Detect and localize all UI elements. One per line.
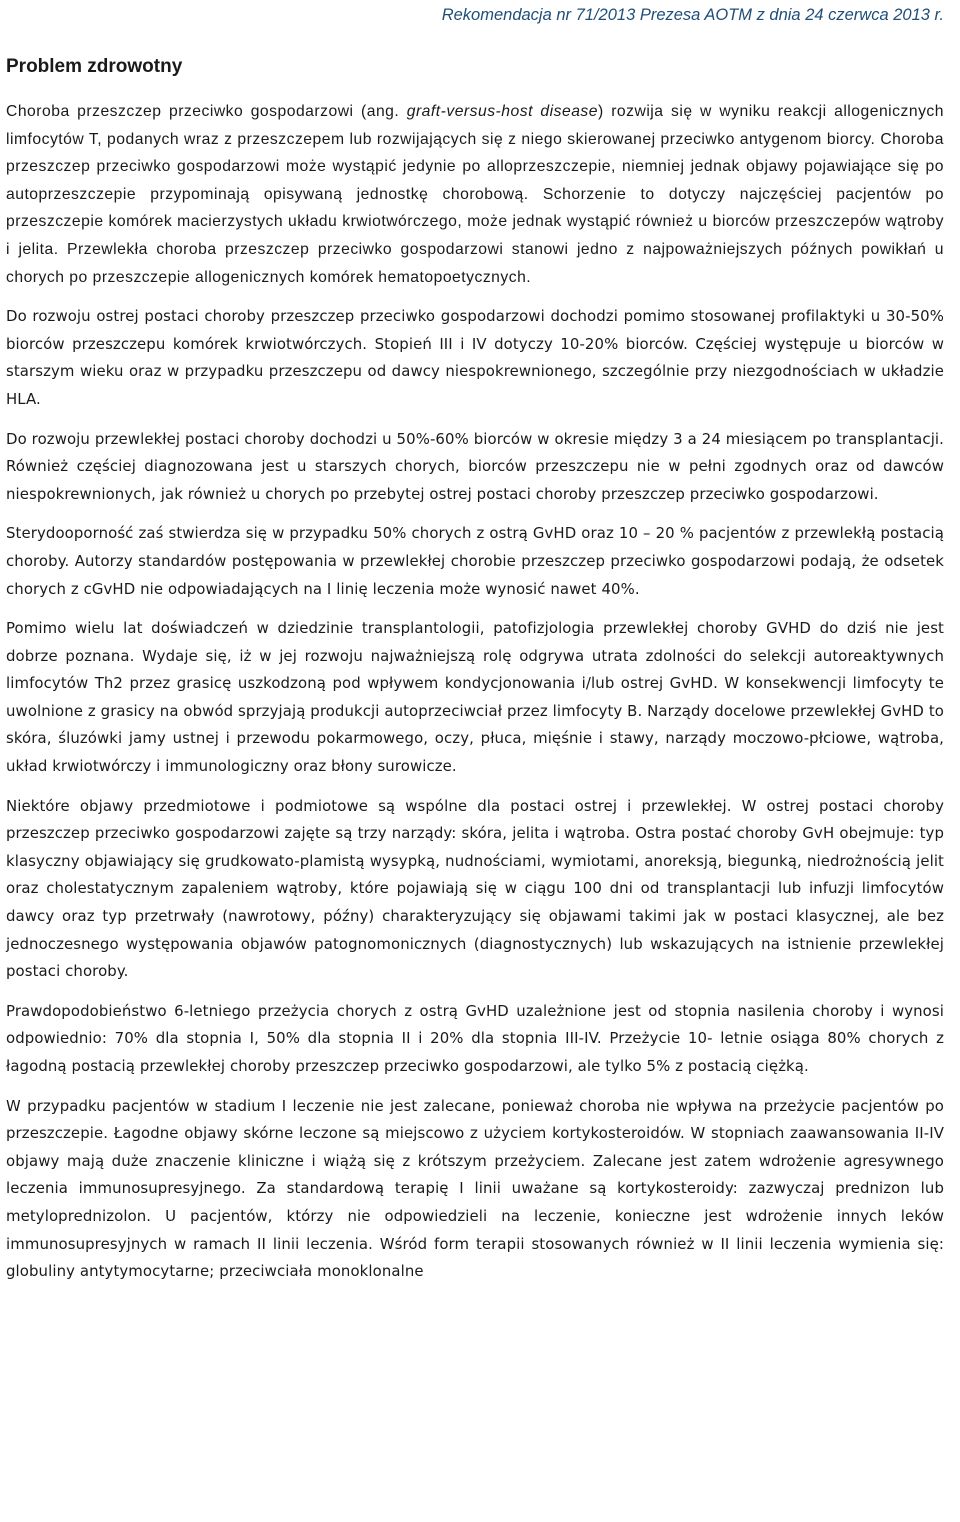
paragraph-survival: Prawdopodobieństwo 6-letniego przeżycia chorych z ostrą GvHD uzależnione jest od stopnia nasilenia choroby i wynosi odpowiednio: 70% dla stopnia I, 50% dla stopnia II i 20% dla stopnia III-IV. Przeżycie 10- letnie osiąga 80% chorych z łagodną postacią przewlekłej choroby przeszczep przeciwko gospodarzowi, ale tylko 5% z postacią ciężką.: [6, 1001, 944, 1075]
italic-term: graft-versus-host disease: [406, 103, 598, 120]
paragraph-pathophysiology: Pomimo wielu lat doświadczeń w dziedzinie transplantologii, patofizjologia przewlekłej choroby GVHD do dziś nie jest dobrze poznana. Wydaje się, iż w jej rozwoju najważniejszą rolę odgrywa utrata zdolności do selekcji autoreaktywnych limfocytów Th2 przez grasicę uszkodzoną pod wpływem kondycjonowania i/lub ostrej GvHD. W konsekwencji limfocyty te uwolnione z grasicy na obwód sprzyjają produkcji autoprzeciwciał przez limfocyty B. Narządy docelowe przewlekłej GvHD to skóra, śluzówki jamy ustnej i przewodu pokarmowego, oczy, płuca, mięśnie i stawy, narządy moczowo-płciowe, wątroba, układ krwiotwórczy i immunologiczny oraz błony surowicze.: [6, 619, 944, 776]
paragraph-intro: Choroba przeszczep przeciwko gospodarzowi (ang. graft-versus-host disease) rozwija się w wyniku reakcji allogenicznych limfocytów T, podanych wraz z przeszczepem lub rozwijających się z niego skierowanej przeciwko antygenom biorcy. Choroba przeszczep przeciwko gospodarzowi może wystąpić jedynie po alloprzeszczepie, niemniej jednak objawy pojawiające się po autoprzeszczepie przypominają opisywaną jednostkę chorobową. Schorzenie to dotyczy najczęściej pacjentów po przeszczepie komórek macierzystych układu krwiotwórczego, może jednak wystąpić również u biorców przeszczepów wątroby i jelita. Przewlekła choroba przeszczep przeciwko gospodarzowi stanowi jedno z najpoważniejszych późnych powikłań u chorych po przeszczepie allogenicznych komórek hematopoetycznych.: [6, 103, 944, 286]
section-title: Problem zdrowotny: [6, 56, 183, 77]
paragraph-steroid-resistance: Sterydooporność zaś stwierdza się w przypadku 50% chorych z ostrą GvHD oraz 10 – 20 % pacjentów z przewlekłą postacią choroby. Autorzy standardów postępowania w przewlekłej chorobie przeszczep przeciwko gospodarzowi podają, że odsetek chorych z cGvHD nie odpowiadających na I linię leczenia może wynosić nawet 40%.: [6, 524, 944, 598]
paragraph-chronic-incidence: Do rozwoju przewlekłej postaci choroby dochodzi u 50%-60% biorców w okresie między 3 a 24 miesiącem po transplantacji. Również częściej diagnozowana jest u starszych chorych, biorców przeszczepu nie w pełni zgodnych oraz od dawców niespokrewnionych, jak również u chorych po przebytej ostrej postaci choroby przeszczep przeciwko gospodarzowi.: [6, 429, 944, 503]
paragraph-treatment: W przypadku pacjentów w stadium I leczenie nie jest zalecane, ponieważ choroba nie wpływa na przeżycie pacjentów po przeszczepie. Łagodne objawy skórne leczone są miejscowo z użyciem kortykosteroidów. W stopniach zaawansowania II-IV objawy mają duże znaczenie kliniczne i wiążą się z krótszym przeżyciem. Zalecane jest zatem wdrożenie agresywnego leczenia immunosupresyjnego. Za standardową terapię I linii uważane są kortykosteroidy: zazwyczaj prednizon lub metyloprednizolon. U pacjentów, którzy nie odpowiedzieli na leczenie, konieczne jest wdrożenie innych leków immunosupresyjnych w ramach II linii leczenia. Wśród form terapii stosowanych również w II linii leczenia wymienia się: globuliny antytymocytarne; przeciwciała monoklonalne: [6, 1096, 944, 1281]
paragraph-symptoms: Niektóre objawy przedmiotowe i podmiotowe są wspólne dla postaci ostrej i przewlekłej. W ostrej postaci choroby przeszczep przeciwko gospodarzowi zajęte są trzy narządy: skóra, jelita i wątroba. Ostra postać choroby GvH obejmuje: typ klasyczny objawiający się grudkowato-plamistą wysypką, nudnościami, wymiotami, anoreksją, biegunką, niedrożnością jelit oraz cholestatycznym zapaleniem wątroby, które pojawiają się w ciągu 100 dni od transplantacji lub infuzji limfocytów dawcy oraz typ przetrwały (nawrotowy, późny) charakteryzujący się objawami takimi jak w postaci klasycznej, ale bez jednoczesnego występowania objawów patognomonicznych (diagnostycznych) lub wskazujących na istnienie przewlekłej postaci choroby.: [6, 796, 944, 981]
page-header: Rekomendacja nr 71/2013 Prezesa AOTM z dnia 24 czerwca 2013 r.: [441, 6, 944, 24]
paragraph-acute-incidence: Do rozwoju ostrej postaci choroby przeszczep przeciwko gospodarzowi dochodzi pomimo stosowanej profilaktyki u 30-50% biorców przeszczepu komórek krwiotwórczych. Stopień III i IV dotyczy 10-20% biorców. Częściej występuje u biorców w starszym wieku oraz w przypadku przeszczepu od dawcy niespokrewnionego, szczególnie przy niezgodnościach w układzie HLA.: [6, 307, 944, 408]
body-text: [6, 98, 944, 1286]
